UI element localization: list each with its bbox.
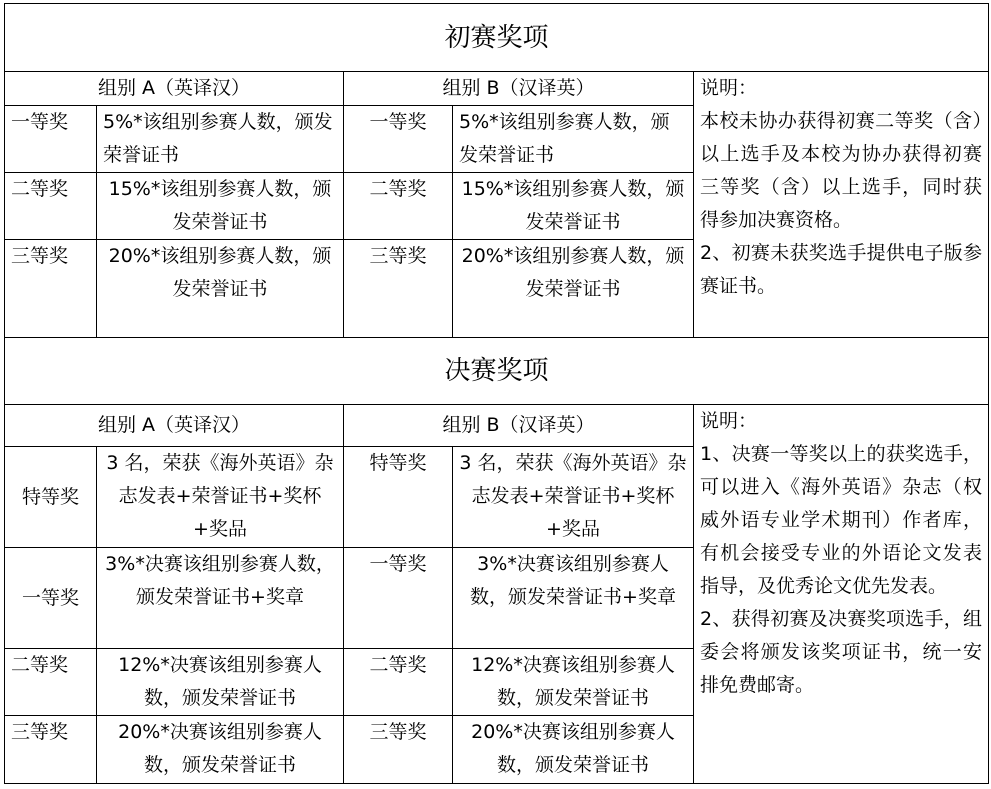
final-b-label-2: 一等奖: [344, 548, 453, 649]
final-a-label-2: 一等奖: [5, 548, 97, 649]
prelim-note-title: 说明：: [700, 77, 758, 99]
prelim-b-label-1: 一等奖: [344, 106, 453, 173]
final-b-desc-2: 3%*决赛该组别参赛人数，颁发荣誉证书+奖章: [453, 548, 694, 649]
prelim-b-desc-2: 15%*该组别参赛人数，颁发荣誉证书: [453, 173, 694, 240]
prelim-b-desc-3: 20%*该组别参赛人数，颁发荣誉证书: [453, 240, 694, 338]
prelim-b-label-3: 三等奖: [344, 240, 453, 338]
final-b-label-1: 特等奖: [344, 447, 453, 548]
final-notes: [694, 405, 989, 784]
prelim-group-a-header: 组别 A（英译汉）: [5, 72, 344, 106]
prelim-a-desc-3: 20%*该组别参赛人数，颁发荣誉证书: [97, 240, 344, 338]
final-a-label-1: 特等奖: [5, 447, 97, 548]
prelim-a-label-3: 三等奖: [5, 240, 97, 338]
final-b-label-4: 三等奖: [344, 716, 453, 784]
prelim-title: 初赛奖项: [5, 4, 989, 72]
final-a-desc-1: 3 名，荣获《海外英语》杂志发表+荣誉证书+奖杯+奖品: [97, 447, 344, 548]
final-b-label-3: 二等奖: [344, 649, 453, 716]
final-a-desc-2: 3%*决赛该组别参赛人数，颁发荣誉证书+奖章: [97, 548, 344, 649]
final-a-label-3: 二等奖: [5, 649, 97, 716]
final-a-label-4: 三等奖: [5, 716, 97, 784]
prelim-a-label-2: 二等奖: [5, 173, 97, 240]
final-note-title: 说明：: [700, 410, 758, 432]
final-b-desc-1: 3 名，荣获《海外英语》杂志发表+荣誉证书+奖杯+奖品: [453, 447, 694, 548]
prelim-group-b-header: 组别 B（汉译英）: [344, 72, 694, 106]
final-b-desc-4: 20%*决赛该组别参赛人数，颁发荣誉证书: [453, 716, 694, 784]
awards-table: [4, 3, 989, 784]
final-a-desc-4: 20%*决赛该组别参赛人数，颁发荣誉证书: [97, 716, 344, 784]
final-b-desc-3: 12%*决赛该组别参赛人数，颁发荣誉证书: [453, 649, 694, 716]
final-group-b-header: 组别 B（汉译英）: [344, 405, 694, 447]
final-note-1: 1、决赛一等奖以上的获奖选手，可以进入《海外英语》杂志（权威外语专业学术期刊）作者库，有机会接受专业的外语论文发表指导，及优秀论文优先发表。: [700, 443, 983, 597]
prelim-b-desc-1: 5%*该组别参赛人数，颁发荣誉证书: [453, 106, 694, 173]
prelim-notes: [694, 72, 989, 338]
prelim-a-desc-2: 15%*该组别参赛人数，颁发荣誉证书: [97, 173, 344, 240]
prelim-note-2: 2、初赛未获奖选手提供电子版参赛证书。: [700, 242, 983, 297]
final-title: 决赛奖项: [5, 338, 989, 405]
final-note-2: 2、获得初赛及决赛奖项选手，组委会将颁发该奖项证书，统一安排免费邮寄。: [700, 608, 983, 696]
final-a-desc-3: 12%*决赛该组别参赛人数，颁发荣誉证书: [97, 649, 344, 716]
prelim-a-desc-1: 5%*该组别参赛人数，颁发荣誉证书: [97, 106, 344, 173]
prelim-note-1: 本校未协办获得初赛二等奖（含）以上选手及本校为协办获得初赛三等奖（含）以上选手，同时获得参加决赛资格。: [700, 110, 983, 231]
prelim-a-label-1: 一等奖: [5, 106, 97, 173]
final-group-a-header: 组别 A（英译汉）: [5, 405, 344, 447]
prelim-b-label-2: 二等奖: [344, 173, 453, 240]
